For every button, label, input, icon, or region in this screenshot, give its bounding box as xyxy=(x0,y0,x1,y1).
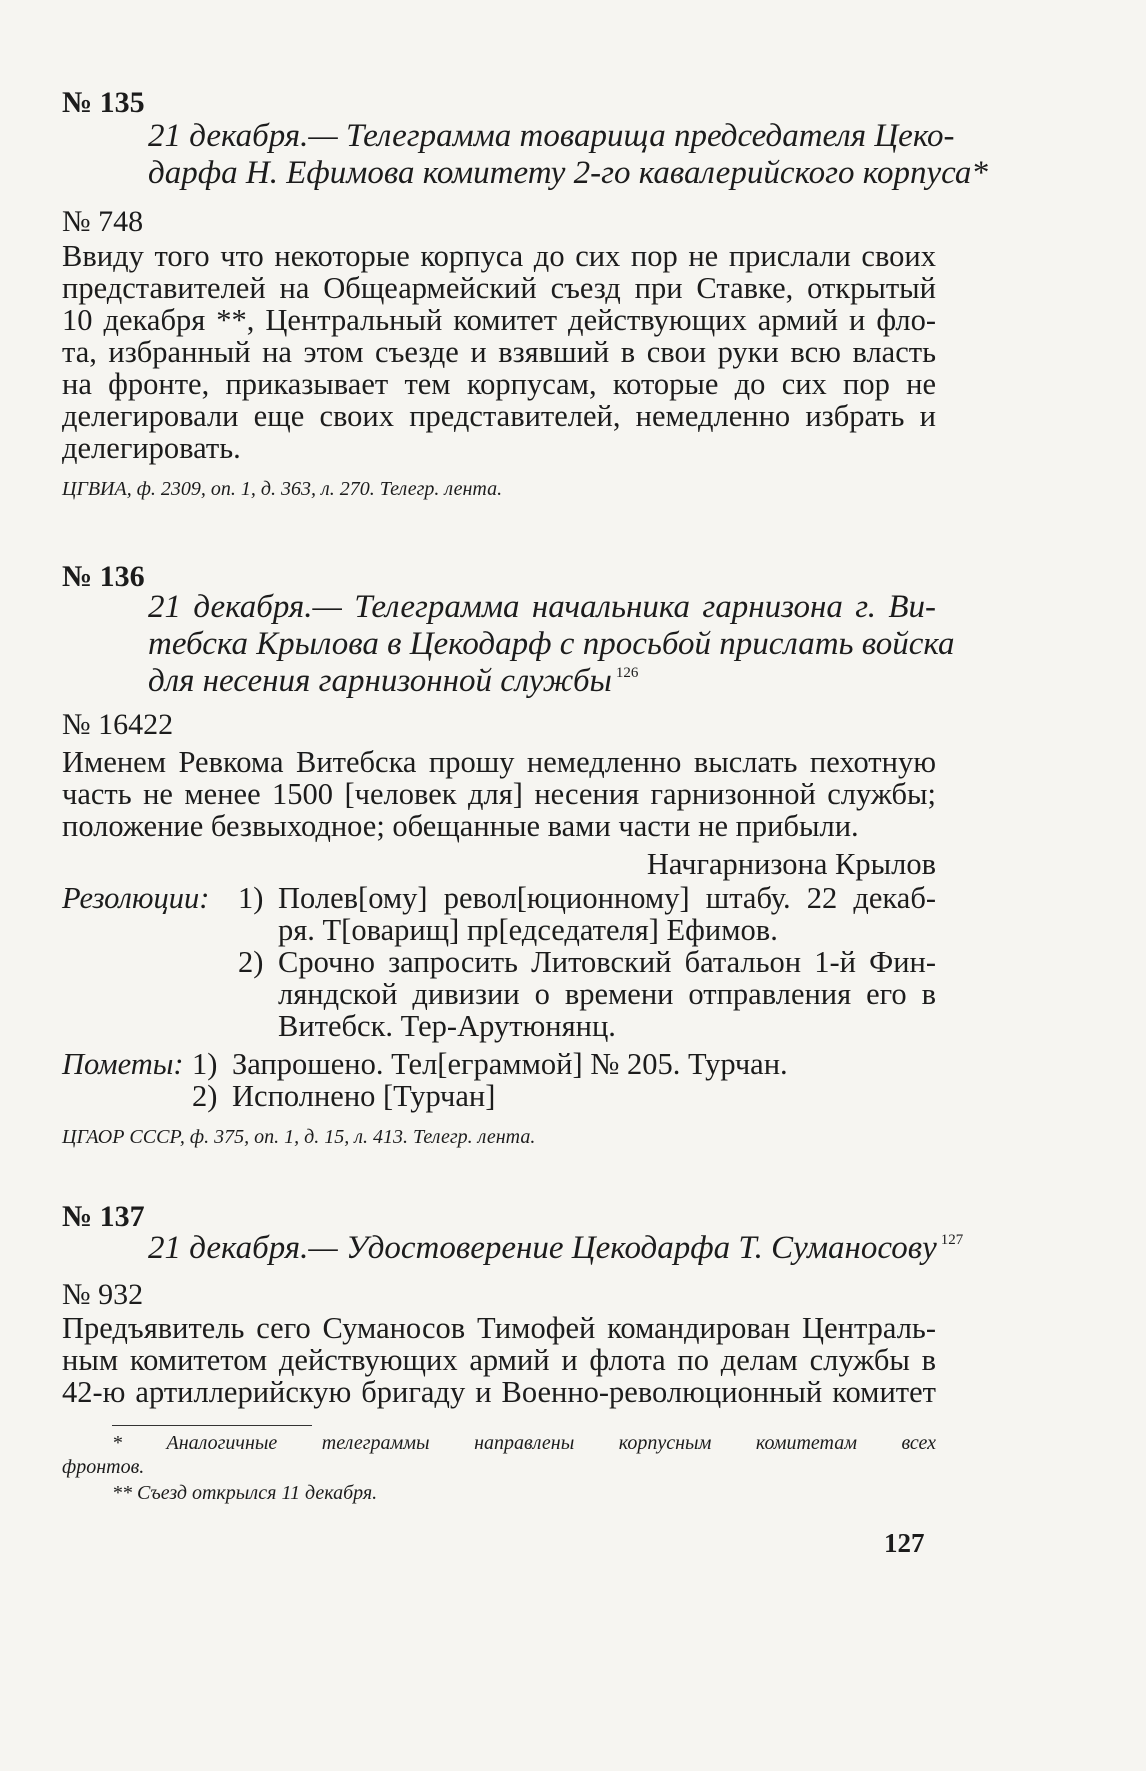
resolution-2-line2: ляндской дивизии о времени отправления его в xyxy=(278,977,936,1011)
doc136-title-line3 xyxy=(148,663,638,706)
resolution-2-line1: Срочно запросить Литовский батальон 1-й Фин- xyxy=(278,945,936,979)
mark-1: Запрошено. Тел[еграммой] № 205. Турчан. xyxy=(232,1047,788,1081)
footnote-2: ** Съезд открылся 11 декабря. xyxy=(112,1482,378,1504)
resolution-2-line3: Витебск. Тер-Арутюнянц. xyxy=(278,1009,616,1043)
doc137-footnote-ref: 127 xyxy=(940,1232,964,1248)
doc136-body-line: положение безвыходное; обещанные вами части не прибыли. xyxy=(62,809,859,843)
doc136-title-line3-text: для несения гарнизонной службы xyxy=(148,663,612,699)
doc135-source: ЦГВИА, ф. 2309, оп. 1, д. 363, л. 270. Телегр. лента. xyxy=(62,478,503,500)
doc135-docno: № 748 xyxy=(62,205,144,238)
doc135-body-line: делегировать. xyxy=(62,431,241,465)
resolutions-label: Резолюции: xyxy=(62,881,210,915)
doc135-number: № 135 xyxy=(62,86,145,119)
footnote-rule xyxy=(112,1425,312,1426)
page-number: 127 xyxy=(884,1528,925,1558)
doc136-title-line1: 21 декабря.— Телеграмма начальника гарнизона г. Ви- xyxy=(148,589,936,625)
doc135-body-line: 10 декабря **, Центральный комитет действующих армий и фло- xyxy=(62,303,936,337)
doc136-footnote-ref: 126 xyxy=(615,665,639,681)
doc137-docno: № 932 xyxy=(62,1278,144,1311)
doc135-body-line: делегировали еще своих представителей, немедленно избрать и xyxy=(62,399,936,433)
doc135-body-line: на фронте, приказывает тем корпусам, которые до сих пор не xyxy=(62,367,936,401)
resolution-2-number: 2) xyxy=(238,945,264,979)
resolution-1-number: 1) xyxy=(238,881,264,915)
doc135-title-line2: дарфа Н. Ефимова комитету 2-го кавалерийского корпуса* xyxy=(148,155,988,191)
doc137-number: № 137 xyxy=(62,1200,145,1233)
doc137-title-text: 21 декабря.— Удостоверение Цекодарфа Т. Суманосову xyxy=(148,1230,937,1266)
doc135-body-line: Ввиду того что некоторые корпуса до сих пор не прислали своих xyxy=(62,239,936,273)
mark-1-number: 1) xyxy=(192,1047,218,1081)
doc137-body-line: ным комитетом действующих армий и флота по делам службы в xyxy=(62,1343,936,1377)
resolution-1-line2: ря. Т[оварищ] пр[едседателя] Ефимов. xyxy=(278,913,778,947)
doc136-body-line: Именем Ревкома Витебска прошу немедленно выслать пехотную xyxy=(62,745,936,779)
doc136-number: № 136 xyxy=(62,560,145,593)
doc137-title xyxy=(148,1230,963,1273)
mark-2: Исполнено [Турчан] xyxy=(232,1079,496,1113)
resolution-1-line1: Полев[ому] револ[юционному] штабу. 22 декаб- xyxy=(278,881,936,915)
marks-label: Пометы: xyxy=(62,1047,184,1081)
doc136-title-line2: тебска Крылова в Цекодарф с просьбой прислать войска xyxy=(148,626,955,662)
doc136-docno: № 16422 xyxy=(62,708,174,741)
doc136-signature: Начгарнизона Крылов xyxy=(646,847,936,881)
doc136-body-line: часть не менее 1500 [человек для] несения гарнизонной службы; xyxy=(62,777,936,811)
doc135-body-line: представителей на Общеармейский съезд при Ставке, открытый xyxy=(62,271,936,305)
doc135-body-line: та, избранный на этом съезде и взявший в свои руки всю власть xyxy=(62,335,936,369)
doc136-source: ЦГАОР СССР, ф. 375, оп. 1, д. 15, л. 413. Телегр. лента. xyxy=(62,1126,536,1148)
doc135-title-line1: 21 декабря.— Телеграмма товарища председателя Цеко- xyxy=(148,118,955,154)
doc137-body-line: Предъявитель сего Суманосов Тимофей командирован Централь- xyxy=(62,1311,936,1345)
mark-2-number: 2) xyxy=(192,1079,218,1113)
footnote-1-line1: * Аналогичные телеграммы направлены корпусным комитетам всех xyxy=(112,1432,936,1454)
doc137-body-line: 42-ю артиллерийскую бригаду и Военно-революционный комитет xyxy=(62,1375,936,1409)
footnote-1-line2: фронтов. xyxy=(62,1456,145,1478)
